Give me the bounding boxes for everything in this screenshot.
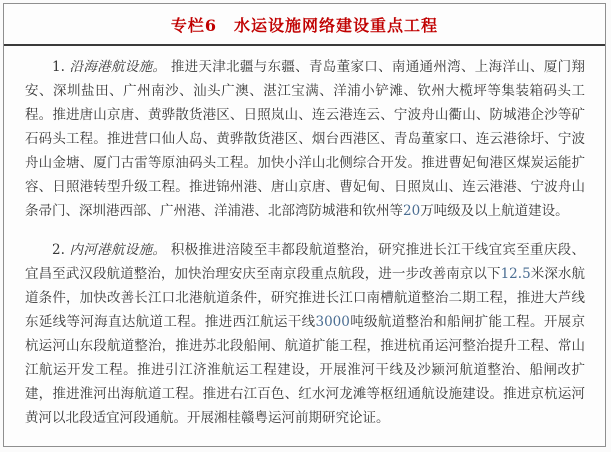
paragraph-inland bbox=[25, 238, 585, 430]
paragraph-number: 2. bbox=[52, 242, 65, 258]
paragraph-coastal bbox=[25, 55, 585, 223]
column-box bbox=[3, 3, 606, 447]
column-body bbox=[4, 46, 605, 430]
column-title: 专栏6 水运设施网络建设重点工程 bbox=[170, 15, 439, 35]
paragraph-lead: 沿海港航设施。 bbox=[69, 59, 167, 75]
paragraph-lead: 内河港航设施。 bbox=[69, 242, 167, 258]
paragraph-text: 推进天津北疆与东疆、青岛董家口、南通通州湾、上海洋山、厦门翔安、深圳盐田、广州南沙、汕头广澳、湛江宝满、洋浦小铲滩、钦州大榄坪等集装箱码头工程。推进唐山京唐、黄骅散货港区、日照岚山、连云港连云、宁波舟山衢山、防城港企沙等矿石码头工程。推进营口仙人岛、黄骅散货港区、烟台西港区、青岛董家口、连云港徐圩、宁波舟山金塘、厦门古雷等原油码头工程。加快小洋山北侧综合开发。推进曹妃甸港区煤炭运能扩容、日照港转型升级工程。推进锦州港、唐山京唐、曹妃甸、日照岚山、连云港港、宁波舟山条帚门、深圳港西部、广州港、洋浦港、北部湾防城港和钦州等20万吨级及以上航道建设。 bbox=[25, 59, 585, 219]
column-title-bar bbox=[4, 4, 605, 46]
paragraph-text: 积极推进涪陵至丰都段航道整治，研究推进长江干线宜宾至重庆段、宜昌至武汉段航道整治，加快治理安庆至南京段重点航段，进一步改善南京以下12.5米深水航道条件，加快改善长江口北港航道条件，研究推进长江口南槽航道整治二期工程，推进大芦线东延线等河海直达航道工程。推进西江航运干线3000吨级航道整治和船闸扩能工程。开展京杭运河山东段航道整治，推进苏北段船闸、航道扩能工程，推进杭甬运河整治提升工程、常山江航运开发工程。推进引江济淮航运工程建设，开展淮河干线及沙颍河航道整治、船闸改扩建，推进淮河出海航道工程。推进右江百色、红水河龙滩等枢纽通航设施建设。推进京杭运河黄河以北段适宜河段通航。开展湘桂赣粤运河前期研究论证。 bbox=[25, 242, 586, 426]
paragraph-number: 1. bbox=[52, 59, 65, 75]
